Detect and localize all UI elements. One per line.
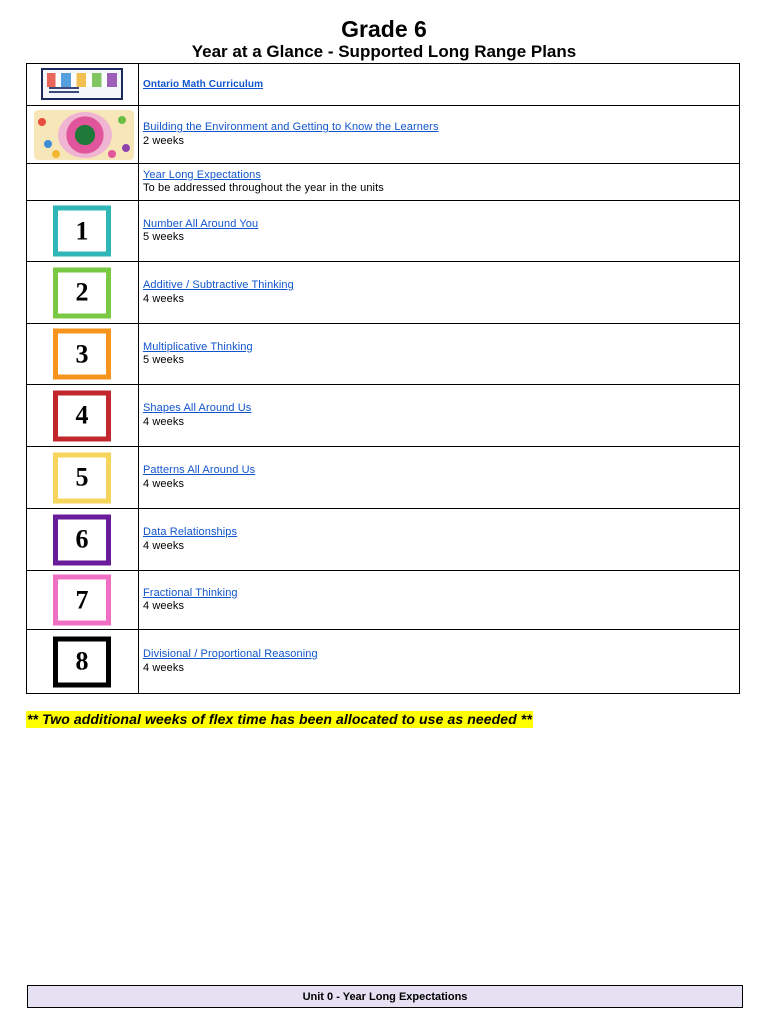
link-unit-3[interactable]: Multiplicative Thinking bbox=[143, 340, 253, 353]
table-row bbox=[27, 385, 740, 447]
text-cell bbox=[139, 201, 740, 262]
duration-text: 5 weeks bbox=[143, 231, 185, 243]
icon-cell bbox=[27, 164, 139, 201]
icon-cell bbox=[27, 571, 139, 630]
icon-cell bbox=[27, 324, 139, 385]
table-row bbox=[27, 447, 740, 509]
duration-text: 4 weeks bbox=[143, 477, 185, 490]
duration-text: 4 weeks bbox=[143, 292, 185, 305]
icon-cell bbox=[27, 447, 139, 509]
footer-label: Unit 0 - Year Long Expectations bbox=[302, 990, 468, 1003]
table-row bbox=[27, 64, 740, 106]
table-row bbox=[27, 571, 740, 630]
unit-3-number-icon: 3 bbox=[53, 329, 111, 380]
duration-text: 5 weeks bbox=[143, 354, 185, 366]
icon-cell bbox=[27, 201, 139, 262]
flex-time-note: ** Two additional weeks of flex time has been allocated to use as needed ** bbox=[27, 711, 532, 727]
link-unit-6[interactable]: Data Relationships bbox=[143, 526, 238, 538]
page-subtitle: Year at a Glance - Supported Long Range Plans bbox=[191, 42, 577, 61]
link-unit-7[interactable]: Fractional Thinking bbox=[143, 586, 238, 599]
table-row bbox=[27, 324, 740, 385]
page-title: Grade 6 bbox=[341, 16, 427, 42]
link-unit-8[interactable]: Divisional / Proportional Reasoning bbox=[143, 648, 318, 660]
icon-cell bbox=[27, 385, 139, 447]
duration-text: 4 weeks bbox=[143, 661, 185, 674]
text-cell bbox=[139, 262, 740, 324]
footer-bar bbox=[27, 985, 743, 1008]
duration-text: 4 weeks bbox=[143, 415, 185, 428]
link-unit-4[interactable]: Shapes All Around Us bbox=[143, 402, 252, 414]
unit-2-number-icon: 2 bbox=[53, 267, 111, 318]
table-row bbox=[27, 262, 740, 324]
text-cell bbox=[139, 324, 740, 385]
environment-thumbnail-icon[interactable] bbox=[34, 110, 134, 160]
unit-7-number-icon: 7 bbox=[53, 575, 111, 626]
table-row bbox=[27, 201, 740, 262]
table-row bbox=[27, 164, 740, 201]
link-building-environment[interactable]: Building the Environment and Getting to Know the Learners bbox=[143, 121, 439, 133]
text-cell bbox=[139, 447, 740, 509]
text-cell bbox=[139, 64, 740, 106]
link-ontario-math-curriculum[interactable]: Ontario Math Curriculum bbox=[143, 78, 264, 90]
icon-cell bbox=[27, 106, 139, 164]
link-year-long-expectations[interactable]: Year Long Expectations bbox=[143, 168, 261, 181]
duration-text: 4 weeks bbox=[143, 600, 185, 612]
duration-text: To be addressed throughout the year in the units bbox=[143, 182, 384, 194]
unit-8-number-icon: 8 bbox=[53, 636, 111, 687]
text-cell bbox=[139, 385, 740, 447]
link-unit-2[interactable]: Additive / Subtractive Thinking bbox=[143, 279, 294, 291]
unit-6-number-icon: 6 bbox=[53, 514, 111, 565]
unit-4-number-icon: 4 bbox=[53, 390, 111, 441]
text-cell bbox=[139, 630, 740, 694]
link-unit-5[interactable]: Patterns All Around Us bbox=[143, 464, 256, 476]
icon-cell bbox=[27, 630, 139, 694]
unit-5-number-icon: 5 bbox=[53, 452, 111, 503]
plan-table bbox=[26, 63, 740, 694]
table-row bbox=[27, 630, 740, 694]
curriculum-thumbnail-icon[interactable] bbox=[41, 68, 123, 100]
unit-1-number-icon: 1 bbox=[53, 206, 111, 257]
text-cell bbox=[139, 509, 740, 571]
duration-text: 4 weeks bbox=[143, 539, 185, 552]
table-row bbox=[27, 509, 740, 571]
table-row bbox=[27, 106, 740, 164]
text-cell bbox=[139, 106, 740, 164]
text-cell bbox=[139, 571, 740, 630]
link-unit-1[interactable]: Number All Around You bbox=[143, 217, 259, 230]
duration-text: 2 weeks bbox=[143, 134, 185, 147]
icon-cell bbox=[27, 509, 139, 571]
icon-cell bbox=[27, 262, 139, 324]
text-cell bbox=[139, 164, 740, 201]
icon-cell bbox=[27, 64, 139, 106]
